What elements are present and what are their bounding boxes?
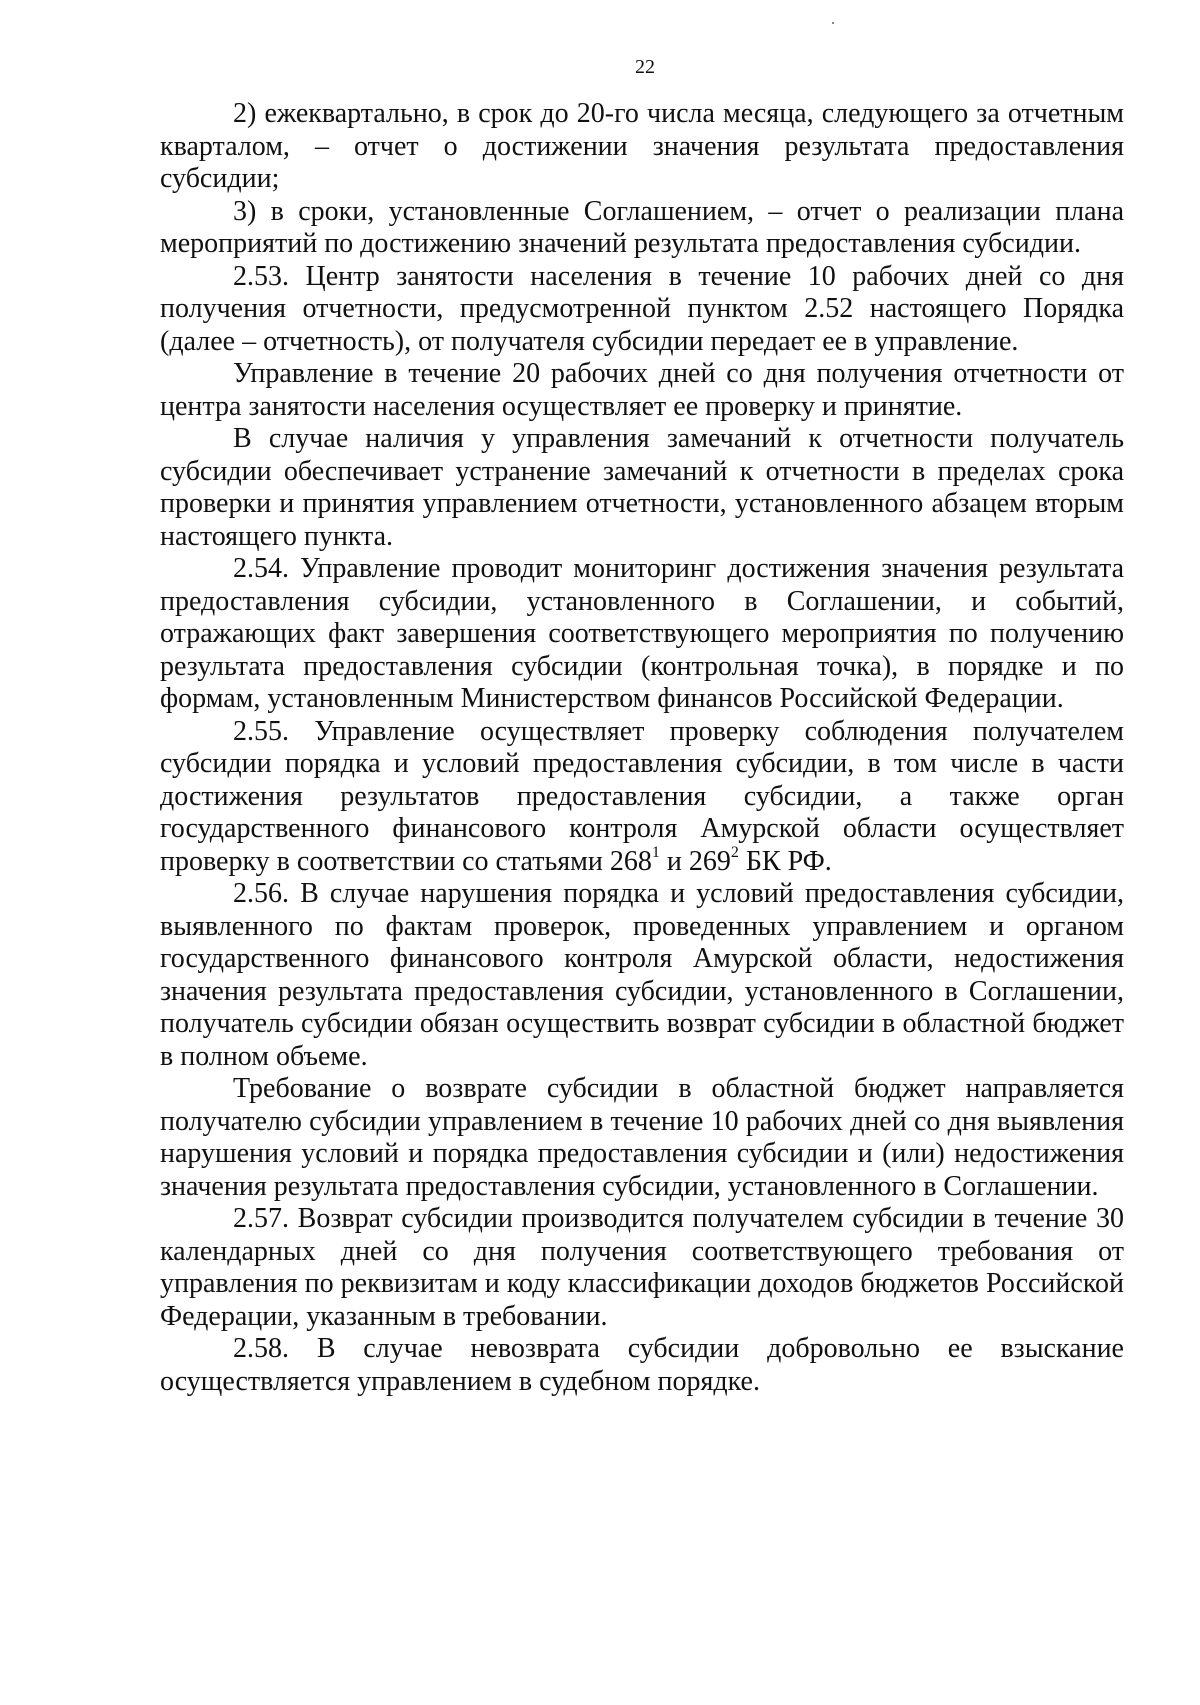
paragraph-2-55 [160,716,1124,879]
superscript: 2 [730,844,739,862]
document-body [160,98,1124,1398]
paragraph-text: и 269 [659,845,731,877]
paragraph: 2.56. В случае нарушения порядка и условий предоставления субсидии, выявленного по фактам проверок, проведенных управлением и органом государственного финансового контроля Амурской области, недостижения значения результата предоставления субсидии, установленного в Соглашении, получатель субсидии обязан осуществить возврат субсидии в областной бюджет в полном объеме. [160,878,1124,1072]
paragraph-text: БК РФ. [738,845,832,877]
page-number: 22 [635,56,655,78]
paragraph: 2.57. Возврат субсидии производится получателем субсидии в течение 30 календарных дней со дня получения соответствующего требования от управления по реквизитам и коду классификации доходов бюджетов Российской Федерации, указанным в требовании. [160,1203,1124,1332]
paragraph: 3) в сроки, установленные Соглашением, – отчет о реализации плана мероприятий по достижению значений результата предоставления субсидии. [160,195,1124,259]
paragraph-text: 2.55. Управление осуществляет проверку соблюдения получателем субсидии порядка и условий предоставления субсидии, в том числе в части достижения результатов предоставления субсидии, а также орган государственного финансового контроля Амурской области осуществляет проверку в соответствии со статьями 268 [160,715,1124,877]
paragraph: В случае наличия у управления замечаний к отчетности получатель субсидии обеспечивает устранение замечаний к отчетности в пределах срока проверки и принятия управлением отчетности, установленного абзацем вторым настоящего пункта. [160,423,1124,552]
paragraph: Управление в течение 20 рабочих дней со дня получения отчетности от центра занятости населения осуществляет ее проверку и принятие. [160,358,1124,422]
paragraph: Требование о возврате субсидии в областной бюджет направляется получателю субсидии управлением в течение 10 рабочих дней со дня выявления нарушения условий и порядка предоставления субсидии и (или) недостижения значения результата предоставления субсидии, установленного в Соглашении. [160,1073,1124,1202]
paragraph: 2.53. Центр занятости населения в течение 10 рабочих дней со дня получения отчетности, предусмотренной пунктом 2.52 настоящего Порядка (далее – отчетность), от получателя субсидии передает ее в управление. [160,260,1124,357]
scan-speck [832,22,834,24]
superscript: 1 [651,844,660,862]
paragraph: 2.54. Управление проводит мониторинг достижения значения результата предоставления субсидии, установленного в Соглашении, и событий, отражающих факт завершения соответствующего мероприятия по получению результата предоставления субсидии (контрольная точка), в порядке и по формам, установленным Министерством финансов Российской Федерации. [160,553,1124,714]
paragraph: 2) ежеквартально, в срок до 20-го числа месяца, следующего за отчетным кварталом, – отчет о достижении значения результата предоставления субсидии; [160,98,1124,194]
paragraph: 2.58. В случае невозврата субсидии добровольно ее взыскание осуществляется управлением в судебном порядке. [160,1333,1124,1397]
